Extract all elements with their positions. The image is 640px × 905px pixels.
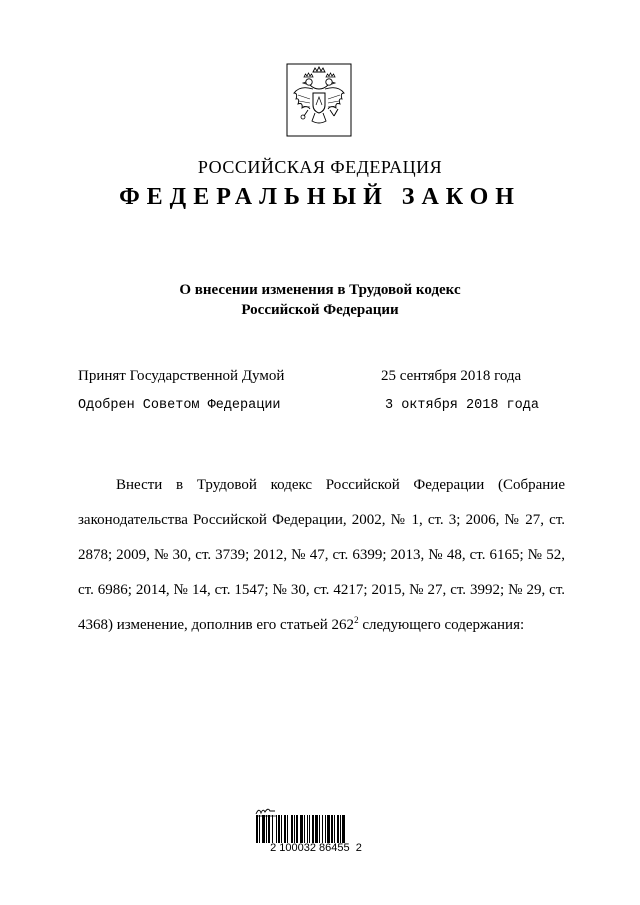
article-superscript: 2 [354,615,359,625]
council-approval-label: Одобрен Советом Федерации [78,398,281,413]
barcode-number: 2 100032 86455 2 [270,842,362,854]
country-name: РОССИЙСКАЯ ФЕДЕРАЦИЯ [197,157,443,177]
body-text-main: Внести в Трудовой кодекс Российской Федерации (Собрание законодательства Российской Федерации, 2002, № 1, ст. 3; 2006, № 27, ст. 2878; 2009, № 30, ст. 3739; 2012, № 47, ст. 6399; 2013, № 48, ст. 6165; № 52, ст. 6986; 2014, № 14, ст. 1547; № 30, ст. 4217; 2015, № 27, ст. 3992; № 29, ст. 4368) изменение, дополнив его статьей 262 [78,477,565,633]
body-text-tail: следующего содержания: [358,617,525,633]
duma-adoption-date: 25 сентября 2018 года [381,368,522,384]
law-title-line-2: Российской Федерации [241,302,399,318]
law-kind-heading: ФЕДЕРАЛЬНЫЙ ЗАКОН [119,184,521,210]
council-approval-date: 3 октября 2018 года [385,398,539,413]
duma-adoption-label: Принят Государственной Думой [78,368,285,384]
coat-of-arms-icon [286,63,352,137]
law-body-paragraph [78,468,565,643]
barcode-icon [256,815,380,843]
law-title-line-1: О внесении изменения в Трудовой кодекс [179,282,461,298]
law-title [0,280,640,320]
